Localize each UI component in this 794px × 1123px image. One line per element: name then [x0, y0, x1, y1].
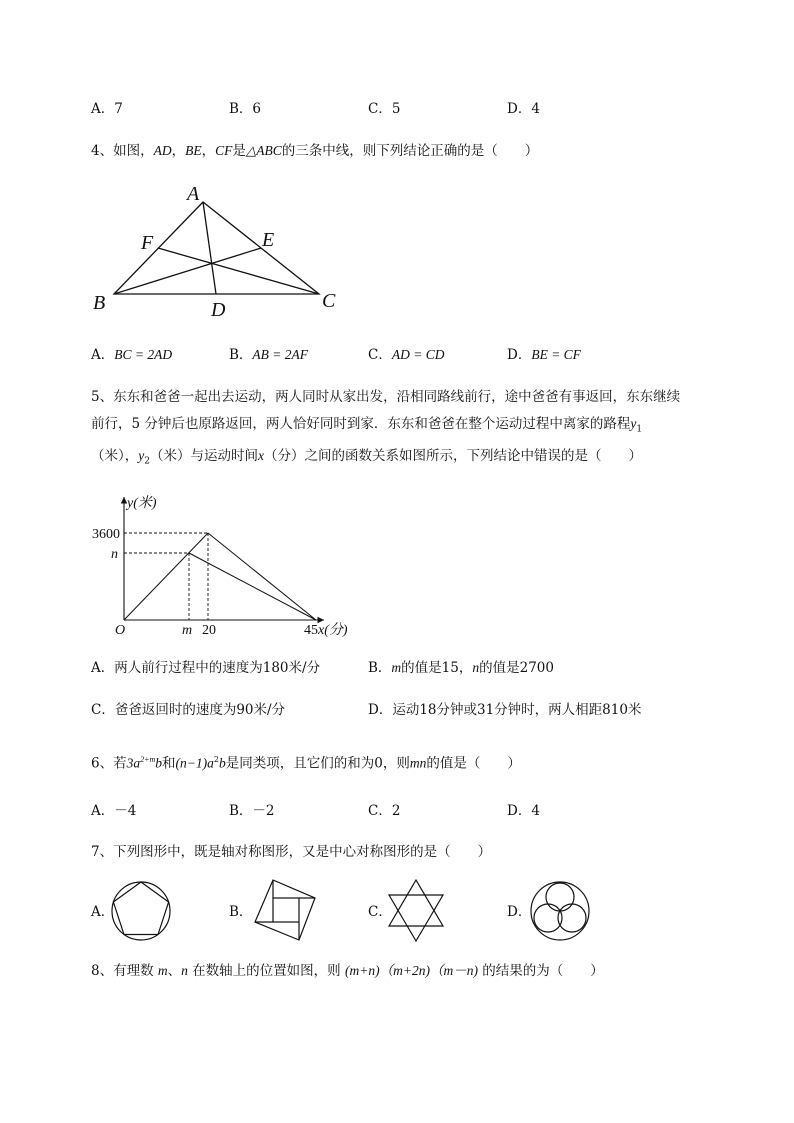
q6-option-c: C．2 [368, 803, 401, 819]
q5-stem-line-2: 前行，5 分钟后也原路返回，两人恰好同时到家．东东和爸爸在整个运动过程中离家的路程$y_1$ [91, 416, 643, 435]
q3-option-d: D．4 [507, 101, 540, 117]
q6-stem: 6、若$3a^{2+m}b$和$(n-1)a^2b$是同类项，且它们的和为0，则mn的值是（ ） [91, 755, 521, 772]
label-d: D [211, 299, 226, 321]
q3-option-b: B．6 [229, 101, 262, 117]
q4-option-d: D．BE = CF [507, 347, 581, 363]
label-a: A [187, 183, 200, 205]
y-tick-3600: 3600 [92, 527, 120, 542]
y-tick-n: n [111, 547, 118, 562]
q7-option-d-label: D． [507, 904, 532, 920]
q4-option-c: C．AD = CD [368, 347, 445, 363]
q6-option-a: A．－4 [91, 803, 137, 819]
q4-option-a: A．BC = 2AD [91, 347, 173, 363]
q6-option-b: B．－2 [229, 803, 275, 819]
label-b: B [93, 292, 106, 314]
q5-option-b: B．m的值是15，n的值是2700 [368, 660, 554, 676]
q7-option-c-label: C． [368, 904, 392, 920]
q4-stem: 4、如图，AD，BE，CF是△ABC的三条中线，则下列结论正确的是（ ） [91, 143, 539, 159]
q6-option-d: D．4 [507, 803, 540, 819]
q3-option-a: A．7 [91, 101, 123, 117]
q8-stem: 8、有理数 m、n 在数轴上的位置如图，则 (m+n)（m+2n)（m－n) 的结果的为（ ） [91, 963, 604, 979]
x-axis-label: x(分) [318, 623, 348, 638]
origin-label: O [115, 623, 126, 638]
q5-option-d: D．运动18分钟或31分钟时，两人相距810米 [368, 702, 642, 718]
label-e: E [262, 229, 275, 251]
q4-option-b: B．AB = 2AF [229, 347, 309, 363]
q5-stem-line-3: （米），$y_2$（米）与运动时间x（分）之间的函数关系如图所示，下列结论中错误的是（ ） [91, 448, 642, 467]
label-c: C [322, 290, 336, 312]
label-f: F [141, 232, 154, 254]
q7-option-b-label: B． [229, 904, 253, 920]
q5-stem-line-1: 5、东东和爸爸一起出去运动，两人同时从家出发，沿相同路线前行，途中爸爸有事返回，东东继续 [91, 389, 681, 405]
q7-stem: 7、下列图形中，既是轴对称图形，又是中心对称图形的是（ ） [91, 844, 492, 860]
y-axis-label: y(米) [127, 496, 157, 511]
q5-option-a: A．两人前行过程中的速度为180米/分 [91, 660, 321, 676]
q3-option-c: C．5 [368, 101, 401, 117]
q5-option-c: C．爸爸返回时的速度为90米/分 [91, 702, 286, 718]
x-tick-45: 45 [304, 623, 318, 638]
x-tick-m: m [182, 623, 193, 638]
q7-option-a-label: A． [91, 904, 115, 920]
x-tick-20: 20 [202, 623, 216, 638]
